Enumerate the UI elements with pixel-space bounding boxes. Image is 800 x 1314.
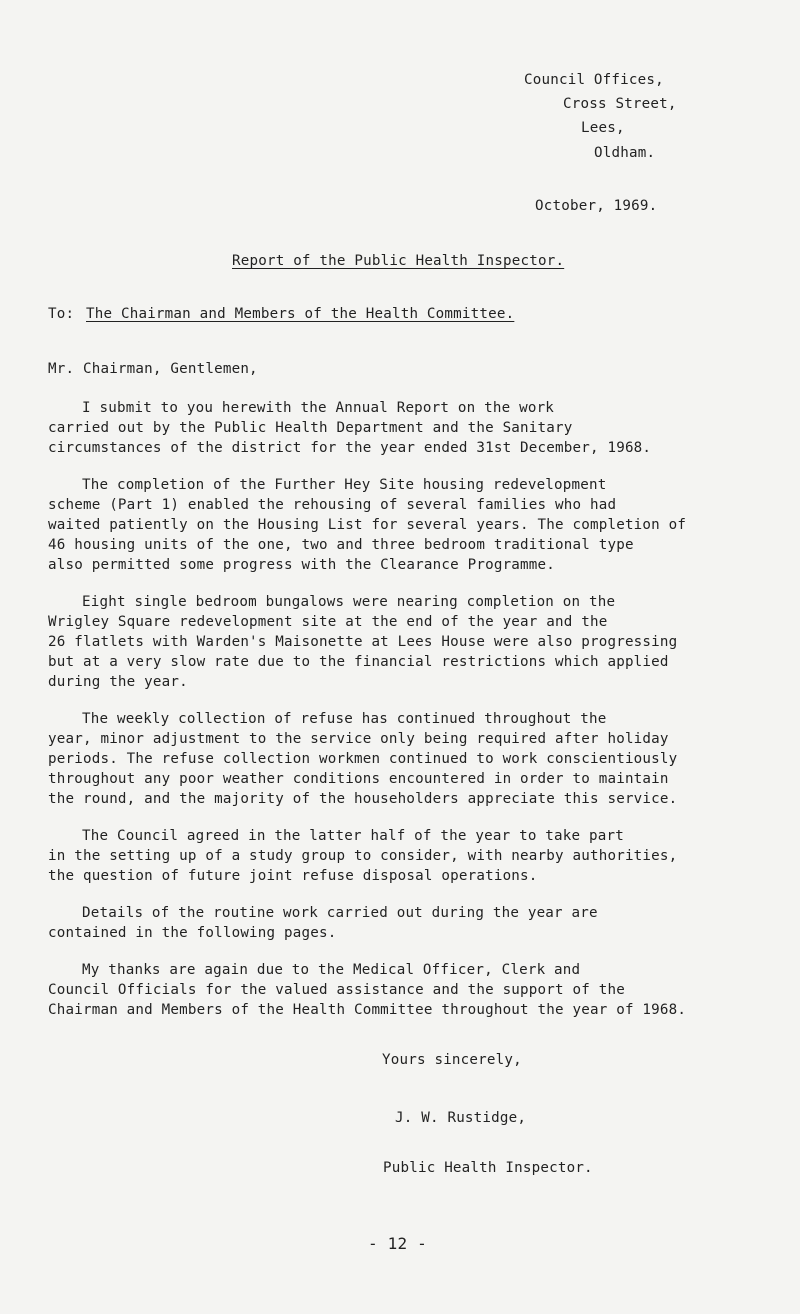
paragraph-line: Eight single bedroom bungalows were nearing completion on the [82,594,616,610]
paragraph-line: Council Officials for the valued assistance and the support of the [48,982,625,998]
paragraph-line: waited patiently on the Housing List for several years. The completion of [48,517,687,533]
signature: J. W. Rustidge, [395,1110,527,1126]
paragraph-line: The Council agreed in the latter half of the year to take part [82,828,624,844]
address-line-1: Council Offices, [524,72,664,88]
paragraph-line: throughout any poor weather conditions encountered in order to maintain [48,771,669,787]
paragraph-line: 46 housing units of the one, two and three bedroom traditional type [48,537,634,553]
paragraph-line: The weekly collection of refuse has continued throughout the [82,711,607,727]
paragraph-line: contained in the following pages. [48,925,337,941]
paragraph-line: I submit to you herewith the Annual Report on the work [82,400,555,416]
address-line-4: Oldham. [594,145,656,161]
paragraph-line: The completion of the Further Hey Site housing redevelopment [82,477,607,493]
paragraph-line: year, minor adjustment to the service only being required after holiday [48,731,669,747]
paragraph-line: in the setting up of a study group to consider, with nearby authorities, [48,848,678,864]
recipient-prefix: To: [48,306,75,322]
paragraph-line: during the year. [48,674,188,690]
signatory-title: Public Health Inspector. [383,1160,593,1176]
paragraph-line: also permitted some progress with the Clearance Programme. [48,557,556,573]
letter-date: October, 1969. [535,198,658,214]
salutation: Mr. Chairman, Gentlemen, [48,361,258,377]
address-line-2: Cross Street, [563,96,677,112]
address-line-3: Lees, [581,120,625,136]
report-title: Report of the Public Health Inspector. [232,253,565,269]
paragraph-line: the question of future joint refuse disposal operations. [48,868,538,884]
page-number: - 12 - [368,1234,427,1253]
recipient-name: The Chairman and Members of the Health Committee. [86,306,515,322]
paragraph-line: Details of the routine work carried out during the year are [82,905,598,921]
paragraph-line: Chairman and Members of the Health Committee throughout the year of 1968. [48,1002,687,1018]
paragraph-line: periods. The refuse collection workmen continued to work conscientiously [48,751,678,767]
closing: Yours sincerely, [382,1052,522,1068]
paragraph-line: My thanks are again due to the Medical Officer, Clerk and [82,962,581,978]
paragraph-line: Wrigley Square redevelopment site at the end of the year and the [48,614,608,630]
paragraph-line: scheme (Part 1) enabled the rehousing of several families who had [48,497,617,513]
paragraph-line: circumstances of the district for the year ended 31st December, 1968. [48,440,652,456]
paragraph-line: 26 flatlets with Warden's Maisonette at Lees House were also progressing [48,634,678,650]
paragraph-line: but at a very slow rate due to the financial restrictions which applied [48,654,669,670]
paragraph-line: carried out by the Public Health Department and the Sanitary [48,420,573,436]
paragraph-line: the round, and the majority of the householders appreciate this service. [48,791,678,807]
